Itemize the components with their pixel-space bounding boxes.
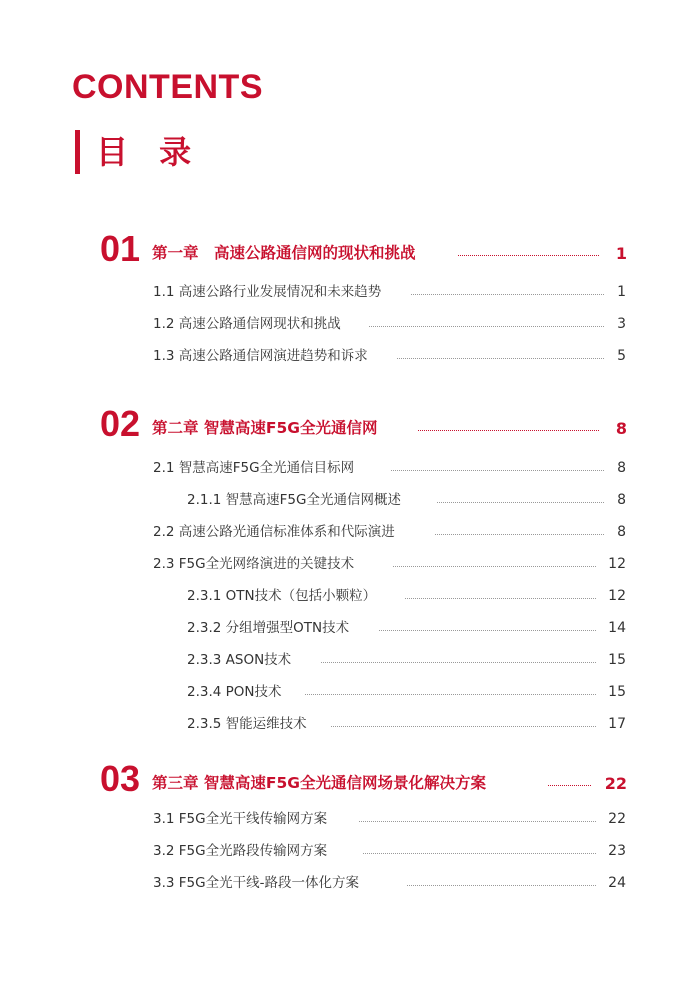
dot-leader xyxy=(331,726,596,727)
chapter-page: 1 xyxy=(615,244,627,263)
entry-page: 17 xyxy=(608,716,626,732)
entry-label: 3.2 F5G全光路段传输网方案 xyxy=(153,843,328,859)
toc-heading-cn: 目 录 xyxy=(96,133,202,171)
toc-entry-1-1[interactable] xyxy=(153,282,626,302)
entry-label: 1.1 高速公路行业发展情况和未来趋势 xyxy=(153,284,382,300)
toc-entry-2-3-4[interactable] xyxy=(187,682,626,702)
dot-leader xyxy=(407,885,596,886)
chapter-01[interactable] xyxy=(100,229,627,269)
dot-leader xyxy=(418,430,599,431)
entry-page: 23 xyxy=(608,843,626,859)
toc-entry-2-3[interactable] xyxy=(153,554,626,574)
entry-page: 1 xyxy=(617,284,626,300)
dot-leader xyxy=(411,294,604,295)
dot-leader xyxy=(437,502,604,503)
entry-page: 12 xyxy=(608,556,626,572)
chapter-number: 01 xyxy=(100,228,141,269)
entry-page: 8 xyxy=(617,460,626,476)
dot-leader xyxy=(359,821,596,822)
heading-accent-bar xyxy=(75,130,80,174)
entry-page: 5 xyxy=(617,348,626,364)
entry-label: 2.3 F5G全光网络演进的关键技术 xyxy=(153,556,355,572)
entry-label: 2.3.3 ASON技术 xyxy=(187,652,292,668)
dot-leader xyxy=(405,598,596,599)
entry-page: 15 xyxy=(608,652,626,668)
chapter-title: 第一章 高速公路通信网的现状和挑战 xyxy=(152,244,416,262)
dot-leader xyxy=(321,662,596,663)
entry-label: 2.1 智慧高速F5G全光通信目标网 xyxy=(153,460,355,476)
toc-entry-2-3-1[interactable] xyxy=(187,586,626,606)
dot-leader xyxy=(435,534,604,535)
chapter-page: 8 xyxy=(615,419,627,438)
entry-page: 14 xyxy=(608,620,626,636)
entry-label: 2.2 高速公路光通信标准体系和代际演进 xyxy=(153,524,395,540)
chapter-number: 02 xyxy=(100,403,141,444)
chapter-02[interactable] xyxy=(100,404,627,444)
entry-page: 24 xyxy=(608,875,626,891)
entry-label: 3.1 F5G全光干线传输网方案 xyxy=(153,811,328,827)
entry-page: 8 xyxy=(617,492,626,508)
toc-entry-1-3[interactable] xyxy=(153,346,626,366)
chapter-title: 第二章 智慧高速F5G全光通信网 xyxy=(152,419,378,437)
entry-page: 8 xyxy=(617,524,626,540)
chapter-page: 22 xyxy=(604,774,627,793)
toc-entry-1-2[interactable] xyxy=(153,314,626,334)
entry-page: 3 xyxy=(617,316,626,332)
entry-label: 2.3.5 智能运维技术 xyxy=(187,716,307,732)
toc-entry-3-2[interactable] xyxy=(153,841,626,861)
toc-entry-2-3-2[interactable] xyxy=(187,618,626,638)
entry-label: 3.3 F5G全光干线-路段一体化方案 xyxy=(153,875,359,891)
entry-label: 2.1.1 智慧高速F5G全光通信网概述 xyxy=(187,492,401,508)
contents-heading: CONTENTS xyxy=(72,68,263,106)
dot-leader xyxy=(305,694,596,695)
toc-entry-3-1[interactable] xyxy=(153,809,626,829)
entry-label: 1.2 高速公路通信网现状和挑战 xyxy=(153,316,341,332)
dot-leader xyxy=(363,853,596,854)
entry-page: 15 xyxy=(608,684,626,700)
entry-page: 12 xyxy=(608,588,626,604)
toc-entry-2-2[interactable] xyxy=(153,522,626,542)
dot-leader xyxy=(369,326,604,327)
entry-page: 22 xyxy=(608,811,626,827)
dot-leader xyxy=(391,470,604,471)
dot-leader xyxy=(548,785,591,786)
chapter-03[interactable] xyxy=(100,759,627,799)
toc-entry-3-3[interactable] xyxy=(153,873,626,893)
dot-leader xyxy=(379,630,596,631)
entry-label: 2.3.1 OTN技术（包括小颗粒） xyxy=(187,588,377,604)
entry-label: 1.3 高速公路通信网演进趋势和诉求 xyxy=(153,348,368,364)
chapter-number: 03 xyxy=(100,758,141,799)
toc-entry-2-1-1[interactable] xyxy=(187,490,626,510)
dot-leader xyxy=(397,358,604,359)
toc-entry-2-3-5[interactable] xyxy=(187,714,626,734)
toc-entry-2-1[interactable] xyxy=(153,458,626,478)
toc-entry-2-3-3[interactable] xyxy=(187,650,626,670)
dot-leader xyxy=(393,566,596,567)
entry-label: 2.3.2 分组增强型OTN技术 xyxy=(187,620,350,636)
chapter-title: 第三章 智慧高速F5G全光通信网场景化解决方案 xyxy=(152,774,486,792)
dot-leader xyxy=(458,255,599,256)
entry-label: 2.3.4 PON技术 xyxy=(187,684,282,700)
